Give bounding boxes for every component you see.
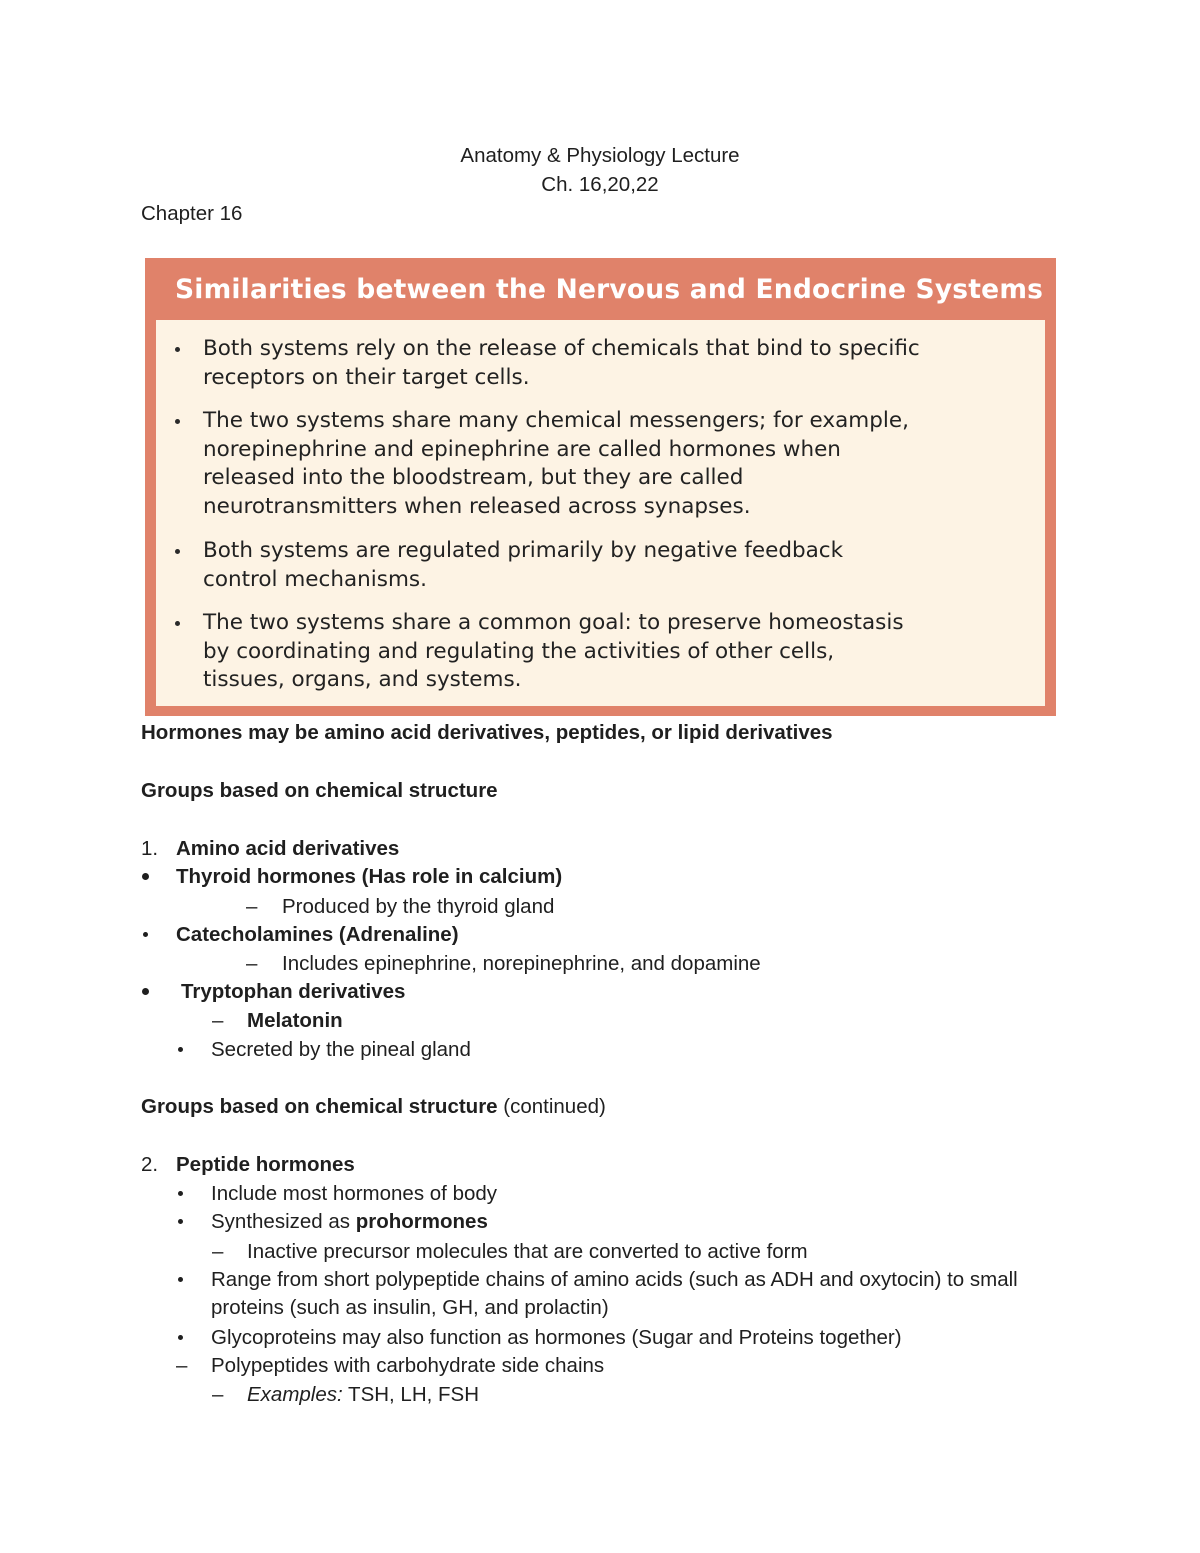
section-heading-text: Groups based on chemical structure [141,1095,498,1118]
intro-statement: Hormones may be amino acid derivatives, peptides, or lipid derivatives [141,721,833,744]
list-item-continuation: proteins (such as insulin, GH, and prolactin) [211,1296,609,1319]
list-subitem: Produced by the thyroid gland [282,895,555,918]
figure-bullet-line: by coordinating and regulating the activities of other cells, [203,638,835,664]
list-item: Polypeptides with carbohydrate side chains [211,1354,605,1377]
examples-label: Examples: [247,1383,343,1406]
bullet-icon [175,347,180,352]
list-item [211,1210,488,1234]
list-item: Include most hormones of body [211,1182,498,1205]
list-item: Tryptophan derivatives [181,980,406,1003]
figure-bullet-line: neurotransmitters when released across synapses. [203,494,751,520]
list-subitem: Includes epinephrine, norepinephrine, and dopamine [282,952,761,975]
figure-bullet-line: receptors on their target cells. [203,364,530,390]
term-prohormones: prohormones [355,1210,488,1233]
bullet-icon [175,419,180,424]
bullet-icon [178,1191,183,1196]
figure-bullet-line: Both systems rely on the release of chemicals that bind to specific [203,336,920,361]
list-number: 1. [141,837,159,860]
figure-bullet-line: norepinephrine and epinephrine are called hormones when [203,436,841,462]
list-number: 2. [141,1153,159,1176]
figure-panel [156,320,1045,706]
bullet-icon [178,1047,183,1052]
figure-bullet-line: The two systems share a common goal: to preserve homeostasis [203,610,904,635]
bullet-icon [178,1335,183,1340]
bullet-icon [178,1277,183,1282]
bullet-icon [175,621,180,626]
figure-bullet-line: tissues, organs, and systems. [203,667,522,693]
similarities-figure [145,258,1056,716]
list-item: Range from short polypeptide chains of amino acids (such as ADH and oxytocin) to small [211,1268,1018,1291]
bullet-icon [142,873,149,880]
section-heading [141,1095,606,1119]
list-subitem [247,1383,479,1407]
figure-bullet-line: Both systems are regulated primarily by negative feedback [203,538,844,563]
examples-text: TSH, LH, FSH [342,1383,480,1406]
bullet-icon [143,932,148,937]
section-heading: Groups based on chemical structure [141,779,498,802]
chapter-label: Chapter 16 [141,202,243,225]
list-item: Glycoproteins may also function as hormones (Sugar and Proteins together) [211,1326,902,1349]
continued-label: (continued) [497,1095,606,1118]
list-item-text: Synthesized as [211,1210,356,1233]
list-item: Thyroid hormones (Has role in calcium) [176,865,563,888]
figure-title: Similarities between the Nervous and Endocrine Systems [175,274,1044,305]
list-subitem: Inactive precursor molecules that are converted to active form [247,1240,808,1263]
list-item: Catecholamines (Adrenaline) [176,923,459,946]
figure-bullet-line: released into the bloodstream, but they are called [203,465,744,491]
dash-marker: – [212,1009,224,1032]
document-subtitle: Ch. 16,20,22 [541,173,659,196]
dash-marker: – [212,1383,224,1406]
dash-marker: – [246,952,258,975]
dash-marker: – [176,1354,188,1377]
bullet-icon [142,988,149,995]
document-title: Anatomy & Physiology Lecture [460,144,740,167]
group-title: Peptide hormones [176,1153,355,1176]
list-subitem: Melatonin [247,1009,343,1032]
figure-bullet-line: control mechanisms. [203,566,427,592]
bullet-icon [178,1219,183,1224]
bullet-icon [175,549,180,554]
list-subitem: Secreted by the pineal gland [211,1038,471,1061]
group-title: Amino acid derivatives [176,837,400,860]
dash-marker: – [212,1240,224,1263]
figure-bullet-line: The two systems share many chemical messengers; for example, [203,408,909,433]
dash-marker: – [246,895,258,918]
